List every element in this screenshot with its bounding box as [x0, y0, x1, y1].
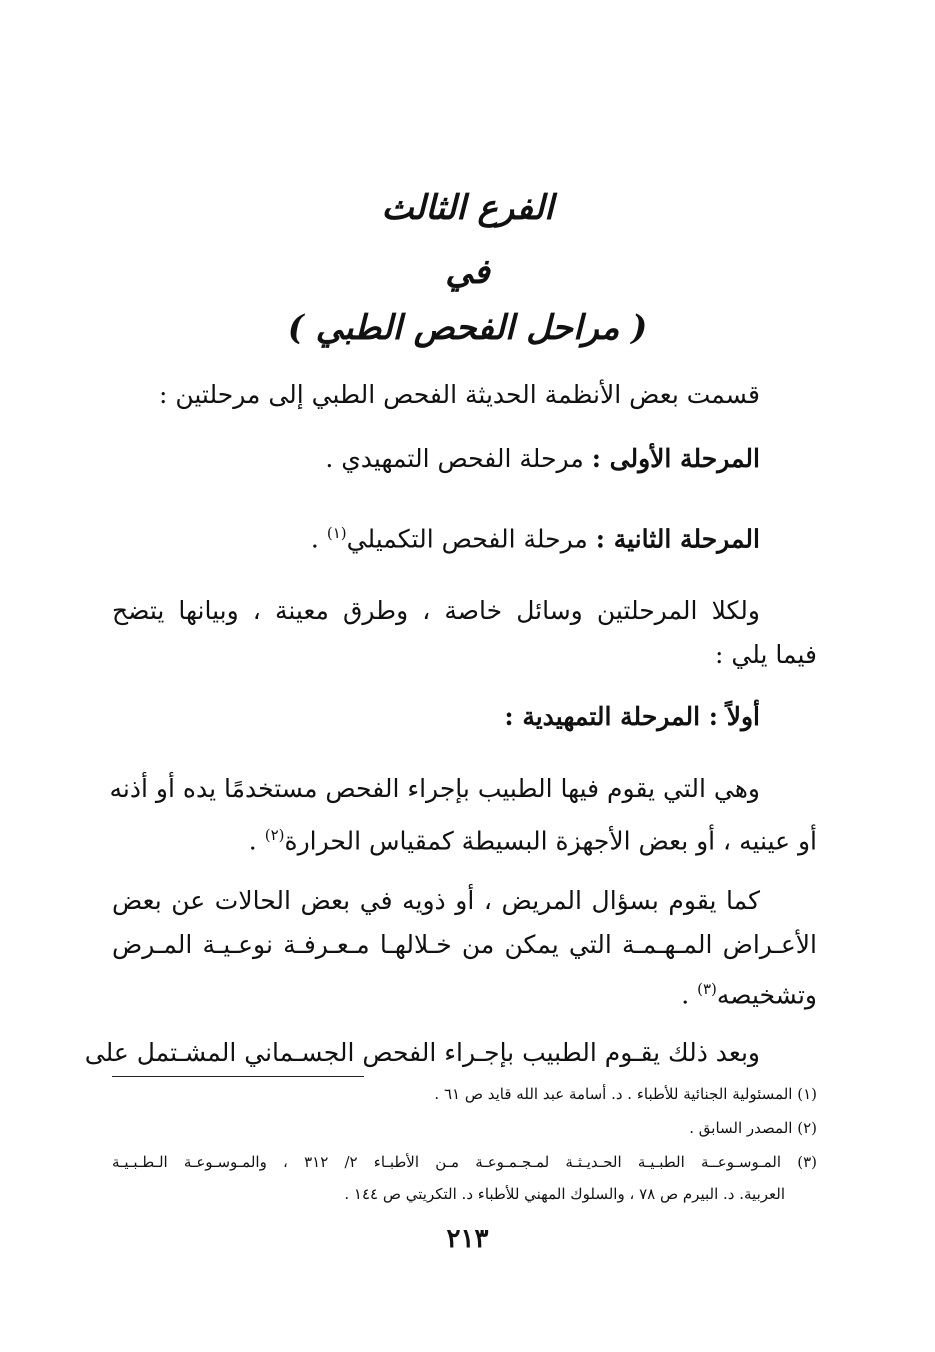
para-ask-end: . [681, 980, 690, 1010]
footnote-3-line-1: (٣) المـوسـوعــة الطبـيـة الحـديـثـة لمـجـمـوعـة مـن الأطبـاء ٢/ ٣١٢ ، والمـوسـوعـة الـطـبـيـة [112, 1153, 817, 1171]
para-ask-text: وتشخيصه [716, 980, 817, 1010]
footnote-1: (١) المسئولية الجنائية للأطباء . د. أسامة عبد الله قايد ص ٦١ . [434, 1085, 817, 1103]
heading-line-1: الفرع الثالث [381, 188, 554, 228]
heading-line-3: ( مراحل الفحص الطبي ) [287, 308, 648, 348]
intro-line: قسمت بعض الأنظمة الحديثة الفحص الطبي إلى مرحلتين : [158, 380, 760, 409]
footnote-ref-2: (٢) [264, 826, 285, 844]
para-exam-text: أو عينيه ، أو بعض الأجهزة البسيطة كمقياس الحرارة [284, 826, 817, 856]
para-ask-line-3 [110, 972, 817, 1012]
footnote-2: (٢) المصدر السابق . [689, 1119, 817, 1137]
phase-1-line [110, 442, 760, 476]
phase-2-label: المرحلة الثانية : [595, 524, 760, 554]
para-ask-line-2: الأعـراض المـهـمـة التي يمكن من خـلالهـا مـعـرفـة نوعـيـة المـرض [112, 930, 817, 959]
phase-1-text: مرحلة الفحص التمهيدي . [325, 444, 584, 473]
footnote-ref-3: (٣) [697, 980, 717, 998]
footnote-ref-1: (١) [326, 524, 347, 542]
para-exam-end: . [248, 826, 257, 856]
section-1-title: أولاً : المرحلة التمهيدية : [504, 702, 760, 731]
page-number: ٢١٣ [446, 1224, 489, 1254]
para-exam-line-2 [110, 818, 817, 858]
footnote-3-line-2: العربية. د. البيرم ص ٧٨ ، والسلوك المهني للأطباء د. التكريتي ص ١٤٤ . [344, 1185, 785, 1203]
phase-2-end: . [310, 524, 319, 554]
phase-2-text: مرحلة الفحص التكميلي [346, 524, 588, 554]
para-both-line-1: ولكلا المرحلتين وسائل خاصة ، وطرق معينة ، وبيانها يتضح [112, 596, 760, 625]
para-after-line: وبعد ذلك يقـوم الطبيب بإجـراء الفحص الجسـماني المشـتمل على [84, 1038, 760, 1067]
para-both-line-2: فيما يلي : [715, 640, 817, 669]
phase-1-label: المرحلة الأولى : [591, 444, 760, 473]
phase-2-line [110, 516, 760, 556]
para-exam-line-1: وهي التي يقوم فيها الطبيب بإجراء الفحص مستخدمًا يده أو أذنه [109, 774, 760, 803]
heading-line-2: في [445, 252, 490, 292]
footnote-divider [112, 1076, 364, 1077]
para-ask-line-1: كما يقوم بسؤال المريض ، أو ذويه في بعض الحالات عن بعض [112, 886, 760, 915]
